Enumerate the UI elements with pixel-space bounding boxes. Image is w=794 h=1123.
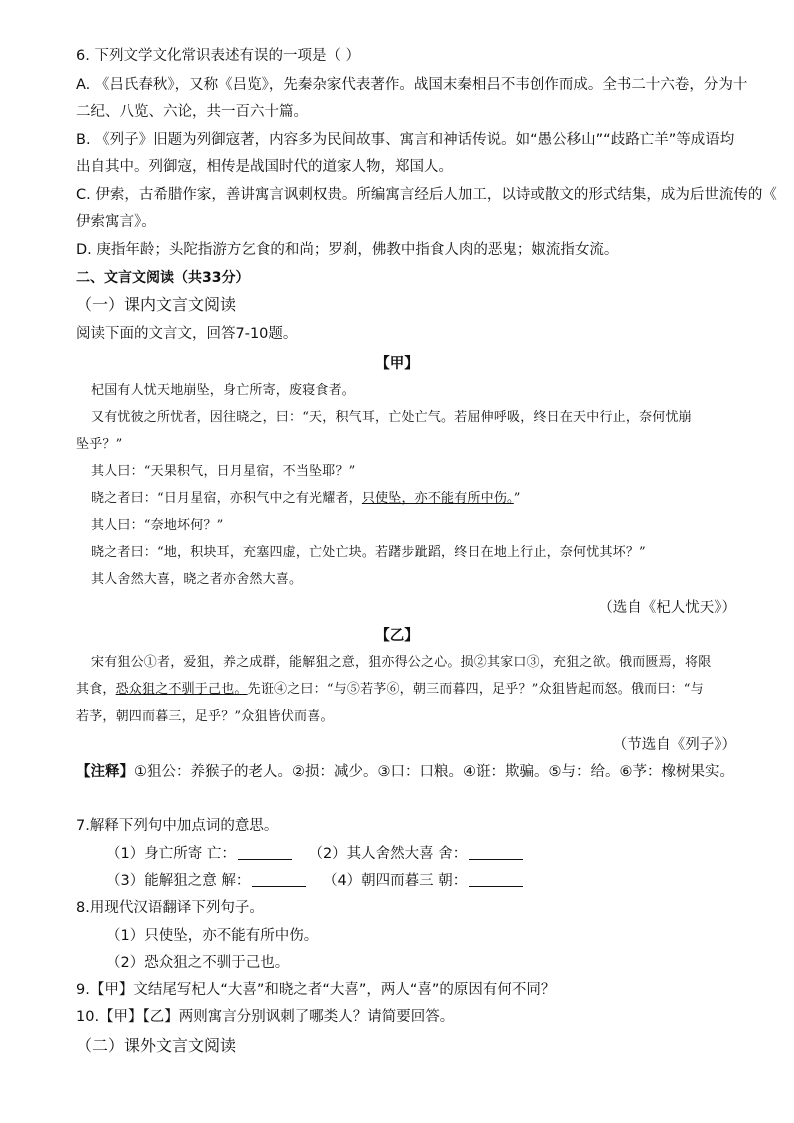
jia-para-4-text: 晓之者曰：“日月星宿，亦积气中之有光耀者， bbox=[91, 491, 362, 506]
q10-stem: 10.【甲】【乙】两则寓言分别讽刺了哪类人？请简要回答。 bbox=[76, 1009, 455, 1025]
q9-stem: 9.【甲】文结尾写杞人“大喜”和晓之者“大喜”，两人“喜”的原因有何不同？ bbox=[76, 982, 556, 998]
notes-label: 【注释】 bbox=[76, 764, 134, 780]
q8-stem: 8.用现代汉语翻译下列句子。 bbox=[76, 900, 264, 916]
q6-stem: 6. 下列文学文化常识表述有误的一项是（ ） bbox=[76, 48, 361, 64]
section-title: 二、文言文阅读（共33分） bbox=[76, 270, 250, 286]
q8-item-2: （2）恐众狙之不驯于己也。 bbox=[106, 955, 290, 971]
passage-jia-label: 【甲】 bbox=[375, 356, 419, 372]
jia-para-3: 其人曰：“天果积气，日月星宿，不当坠耶？” bbox=[91, 464, 356, 479]
q6-option-b-line2: 出自其中。列御寇，相传是战国时代的道家人物，郑国人。 bbox=[76, 159, 453, 175]
yi-para-line2 bbox=[76, 680, 776, 700]
yi-notes bbox=[76, 762, 776, 782]
jia-para-1: 杞国有人忧天地崩坠，身亡所寄，废寝食者。 bbox=[91, 383, 356, 398]
yi-para-line1: 宋有狙公①者，爱狙，养之成群，能解狙之意，狙亦得公之心。损②其家口③，充狙之欲。俄而匮焉，将限 bbox=[91, 655, 712, 670]
q7-blank-1[interactable] bbox=[238, 845, 292, 860]
q6-option-a-line1: A. 《吕氏春秋》，又称《吕览》，先秦杂家代表著作。战国末秦相吕不韦创作而成。全书二十六卷，分为十 bbox=[76, 77, 748, 93]
q7-blank-2[interactable] bbox=[469, 845, 523, 860]
reading-intro: 阅读下面的文言文，回答7-10题。 bbox=[76, 326, 298, 342]
q7-item-4: （4）朝四而暮三 朝： bbox=[322, 873, 468, 889]
q7-stem: 7.解释下列句中加点词的意思。 bbox=[76, 818, 279, 834]
subsection-title-2: （二）课外文言文阅读 bbox=[76, 1036, 237, 1055]
jia-para-4 bbox=[91, 489, 791, 509]
q7-items-row1 bbox=[106, 844, 794, 864]
q6-option-a-line2: 二纪、八览、六论，共一百六十篇。 bbox=[76, 104, 308, 120]
jia-para-2-line2: 坠乎？” bbox=[76, 437, 123, 452]
jia-source: （选自《杞人忧天》） bbox=[598, 600, 736, 616]
q6-option-b-line1: B. 《列子》旧题为列御寇著，内容多为民间故事、寓言和神话传说。如“愚公移山”“歧路亡羊”等成语均 bbox=[76, 132, 735, 148]
q7-blank-4[interactable] bbox=[469, 872, 523, 887]
q7-item-3: （3）能解狙之意 解： bbox=[106, 873, 251, 889]
q7-item-2: （2）其人舍然大喜 舍： bbox=[308, 846, 468, 862]
yi-para-line3: 若芧，朝四而暮三，足乎？”众狙皆伏而喜。 bbox=[76, 709, 334, 724]
jia-para-4-end: ” bbox=[513, 491, 521, 506]
jia-para-2-line1: 又有忧彼之所忧者，因往晓之，曰：“天，积气耳，亡处亡气。若屈伸呼吸，终日在天中行止，奈何忧崩 bbox=[91, 410, 692, 425]
q6-option-d: D. 庚指年龄；头陀指游方乞食的和尚；罗刹，佛教中指食人肉的恶鬼；婌流指女流。 bbox=[76, 242, 619, 258]
yi-underlined-sentence: 恐众狙之不驯于己也。 bbox=[115, 682, 248, 697]
jia-para-5: 其人曰：“奈地坏何？” bbox=[91, 518, 224, 533]
jia-para-7: 其人舍然大喜，晓之者亦舍然大喜。 bbox=[91, 572, 303, 587]
q8-item-1: （1）只使坠，亦不能有所中伤。 bbox=[106, 928, 319, 944]
subsection-title-1: （一）课内文言文阅读 bbox=[76, 295, 237, 314]
q6-option-c-line1: C. 伊索，古希腊作家，善讲寓言讽刺权贵。所编寓言经后人加工，以诗或散文的形式结集，成为后世流传的《 bbox=[76, 187, 777, 203]
q6-option-c-line2: 伊索寓言》。 bbox=[76, 214, 156, 230]
yi-source: （节选自《列子》） bbox=[612, 737, 736, 753]
yi-para-line2-rest: 先诳④之曰：“与⑤若芧⑥，朝三而暮四，足乎？”众狙皆起而怒。俄而曰：“与 bbox=[247, 682, 704, 697]
q7-blank-3[interactable] bbox=[252, 872, 306, 887]
yi-para-line2-start: 其食， bbox=[76, 682, 116, 697]
jia-underlined-sentence: 只使坠，亦不能有所中伤。 bbox=[361, 491, 514, 506]
jia-para-6: 晓之者曰：“地，积块耳，充塞四虚，亡处亡块。若躇步跐蹈，终日在地上行止，奈何忧其坏？” bbox=[91, 545, 646, 560]
q7-items-row2 bbox=[106, 871, 794, 891]
q7-item-1: （1）身亡所寄 亡： bbox=[106, 846, 236, 862]
notes-text: ①狙公：养猴子的老人。②损：减少。③口：口粮。④诳：欺骗。⑤与：给。⑥芧：橡树果实。 bbox=[134, 764, 734, 780]
passage-yi-label: 【乙】 bbox=[375, 628, 419, 644]
